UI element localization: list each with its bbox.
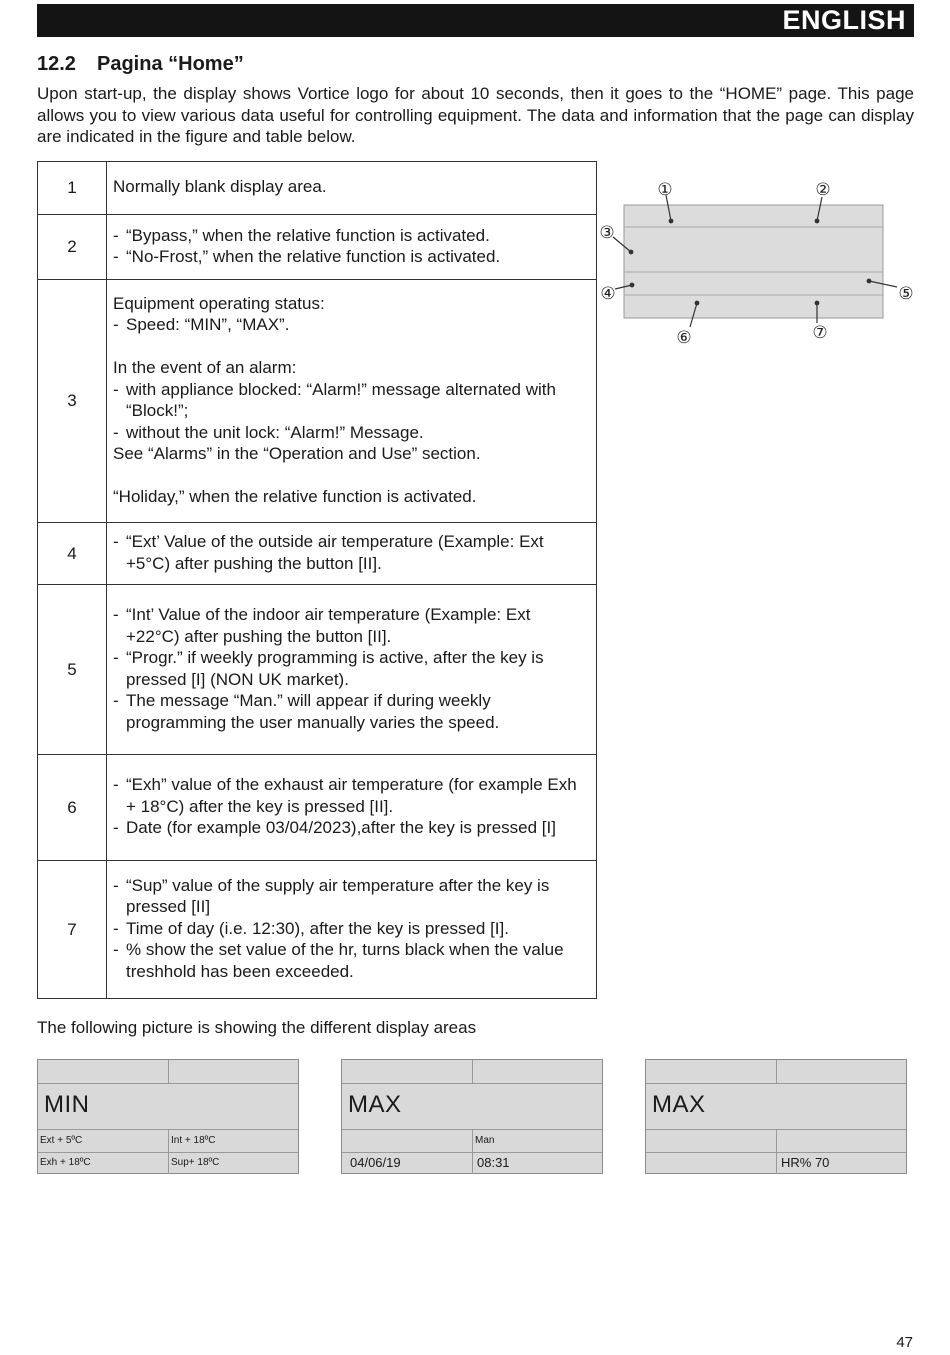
table-row bbox=[38, 215, 597, 280]
bullet-text: “Int’ Value of the indoor air temperature (Example: Ext +22°C) after pushing the button [II]. bbox=[126, 605, 531, 646]
leader-dot-5 bbox=[867, 279, 871, 283]
bullet-dash: - bbox=[113, 691, 119, 710]
leader-dot-4 bbox=[630, 283, 634, 287]
bullet-dash: - bbox=[113, 605, 119, 624]
row-description bbox=[107, 861, 597, 999]
intro-paragraph: Upon start-up, the display shows Vortice logo for about 10 seconds, then it goes to the “HOME” page. This page allows you to view various data useful for controlling equipment. The data and information that the page can display are indicated in the figure and table below. bbox=[37, 84, 914, 146]
bullet-dash: - bbox=[113, 315, 119, 334]
description-text: “Holiday,” when the relative function is activated. bbox=[113, 487, 477, 506]
bullet-text: “Ext’ Value of the outside air temperature (Example: Ext +5°C) after pushing the button [II]. bbox=[126, 532, 544, 573]
language-label: ENGLISH bbox=[782, 5, 906, 35]
bullet-text: with appliance blocked: “Alarm!” message alternated with “Block!”; bbox=[126, 379, 556, 420]
table-row bbox=[38, 755, 597, 861]
section-number: 12.2 bbox=[37, 53, 76, 75]
row-description bbox=[107, 215, 597, 280]
bullet-text: % show the set value of the hr, turns black when the value treshhold has been exceeded. bbox=[126, 940, 564, 981]
bullet-text: “Progr.” if weekly programming is active, after the key is pressed [I] (NON UK market). bbox=[126, 648, 544, 689]
bullet-text: “Exh” value of the exhaust air temperature (for example Exh + 18°C) after the key is pressed [II]. bbox=[126, 775, 577, 816]
leader-dot-3 bbox=[629, 250, 633, 254]
row-number: 1 bbox=[38, 162, 107, 215]
date-text: 04/06/19 bbox=[350, 1155, 401, 1170]
leader-dot-1 bbox=[669, 219, 673, 223]
lcd-display-min bbox=[37, 1059, 299, 1174]
bullet-dash: - bbox=[113, 875, 119, 895]
marker-4: ④ bbox=[600, 284, 616, 304]
ext-temp-text: Ext + 5ºC bbox=[40, 1135, 83, 1146]
time-text: 08:31 bbox=[477, 1155, 510, 1170]
table-row bbox=[38, 585, 597, 755]
description-text: Normally blank display area. bbox=[113, 177, 327, 197]
exh-temp-text: Exh + 18ºC bbox=[40, 1157, 91, 1168]
row-description bbox=[107, 585, 597, 755]
bullet-dash: - bbox=[113, 247, 119, 266]
row-description bbox=[107, 523, 597, 585]
speed-text: MIN bbox=[44, 1091, 90, 1118]
bullet-text: “Sup” value of the supply air temperature after the key is pressed [II] bbox=[126, 875, 550, 917]
row-description bbox=[107, 755, 597, 861]
description-text: In the event of an alarm: bbox=[113, 358, 297, 377]
marker-3: ③ bbox=[599, 223, 615, 243]
display-areas-diagram bbox=[595, 175, 925, 350]
int-temp-text: Int + 18ºC bbox=[171, 1135, 216, 1146]
manual-text: Man bbox=[475, 1135, 495, 1146]
bullet-text: Time of day (i.e. 12:30), after the key is pressed [I]. bbox=[126, 918, 509, 938]
bullet-dash: - bbox=[113, 422, 119, 442]
row-number: 7 bbox=[38, 861, 107, 999]
display-panel bbox=[624, 205, 883, 318]
row-description bbox=[107, 280, 597, 523]
row-number: 3 bbox=[38, 280, 107, 523]
row-number: 6 bbox=[38, 755, 107, 861]
marker-5: ⑤ bbox=[898, 284, 914, 304]
leader-dot-7 bbox=[815, 301, 819, 305]
bullet-dash: - bbox=[113, 648, 119, 667]
lcd-display-max-date bbox=[341, 1059, 603, 1174]
speed-text: MAX bbox=[348, 1091, 402, 1118]
table-row bbox=[38, 280, 597, 523]
sup-temp-text: Sup+ 18ºC bbox=[171, 1157, 220, 1168]
bullet-text: Date (for example 03/04/2023),after the key is pressed [I] bbox=[126, 818, 556, 838]
bullet-text: “Bypass,” when the relative function is activated. bbox=[126, 225, 490, 245]
marker-6: ⑥ bbox=[676, 328, 692, 348]
bullet-dash: - bbox=[113, 775, 119, 795]
bullet-dash: - bbox=[113, 532, 119, 551]
language-header-bar bbox=[37, 4, 914, 37]
description-text: Equipment operating status: bbox=[113, 293, 325, 313]
bullet-text: without the unit lock: “Alarm!” Message. bbox=[126, 422, 424, 442]
description-text: See “Alarms” in the “Operation and Use” section. bbox=[113, 444, 481, 463]
speed-text: MAX bbox=[652, 1091, 706, 1118]
lcd-display-max-hr bbox=[645, 1059, 907, 1174]
table-row bbox=[38, 162, 597, 215]
table-row bbox=[38, 523, 597, 585]
bullet-dash: - bbox=[113, 379, 119, 399]
leader-dot-6 bbox=[695, 301, 699, 305]
bullet-text: “No-Frost,” when the relative function is activated. bbox=[126, 247, 501, 266]
marker-1: ① bbox=[657, 180, 673, 200]
row-description bbox=[107, 162, 597, 215]
bullet-dash: - bbox=[113, 225, 119, 245]
bullet-dash: - bbox=[113, 918, 119, 938]
bullet-dash: - bbox=[113, 940, 119, 960]
row-number: 5 bbox=[38, 585, 107, 755]
row-number: 4 bbox=[38, 523, 107, 585]
page-number: 47 bbox=[896, 1334, 913, 1351]
bullet-text: Speed: “MIN”, “MAX”. bbox=[126, 315, 290, 334]
bullet-dash: - bbox=[113, 818, 119, 838]
section-heading: Pagina “Home” bbox=[97, 53, 244, 75]
section-title bbox=[37, 53, 244, 76]
marker-7: ⑦ bbox=[812, 323, 828, 343]
bullet-text: The message “Man.” will appear if during weekly programming the user manually varies the speed. bbox=[126, 691, 500, 732]
row-number: 2 bbox=[38, 215, 107, 280]
leader-dot-2 bbox=[815, 219, 819, 223]
display-legend-table bbox=[37, 161, 597, 999]
marker-2: ② bbox=[815, 180, 831, 200]
table-row bbox=[38, 861, 597, 999]
humidity-text: HR% 70 bbox=[781, 1155, 830, 1170]
caption: The following picture is showing the different display areas bbox=[37, 1018, 477, 1037]
